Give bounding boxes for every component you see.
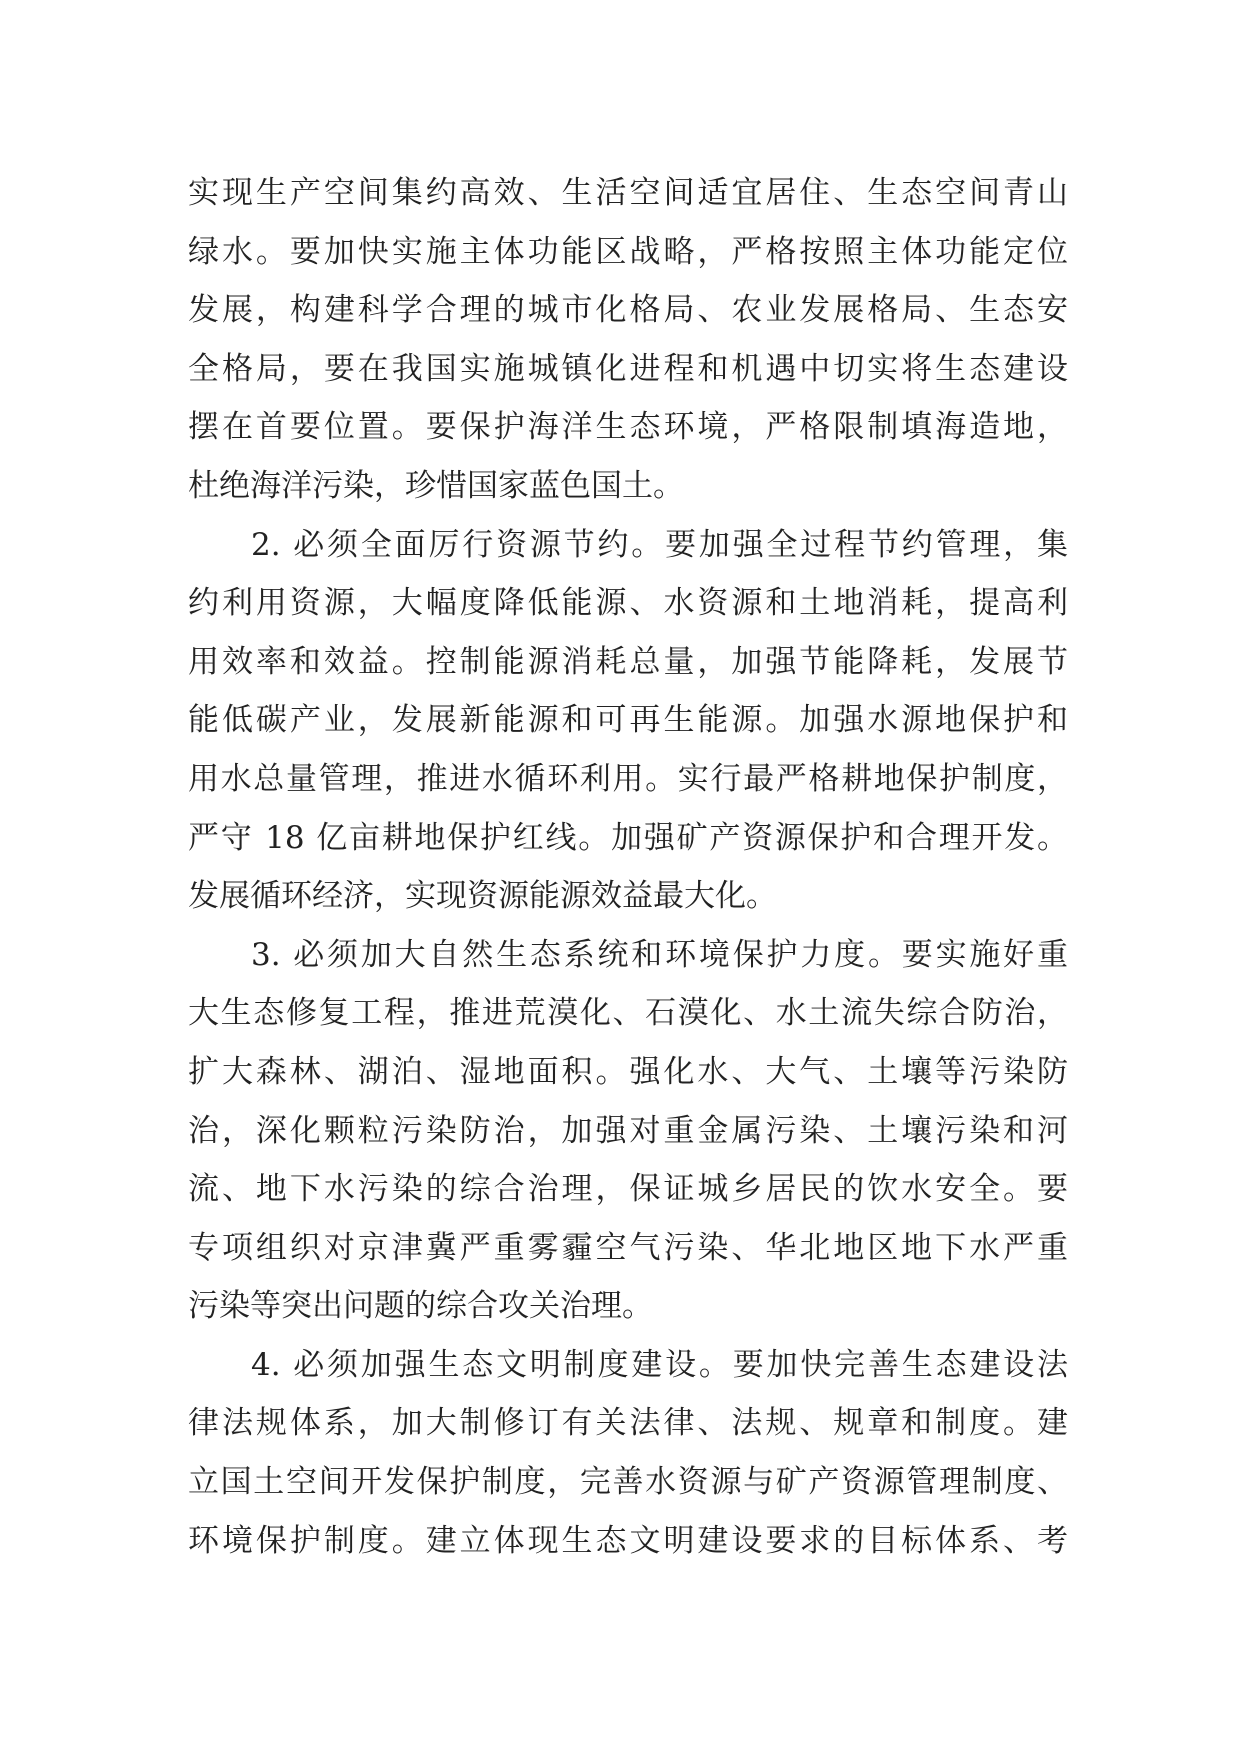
- paragraph-line: 绿水。要加快实施主体功能区战略，严格按照主体功能定位: [188, 233, 1068, 270]
- paragraph-line: 立国土空间开发保护制度，完善水资源与矿产资源管理制度、: [188, 1464, 1068, 1501]
- paragraph-line: 发展，构建科学合理的城市化格局、农业发展格局、生态安: [188, 292, 1068, 329]
- paragraph-line: 2. 必须全面厉行资源节约。要加强全过程节约管理，集: [251, 526, 1068, 563]
- paragraph-line: 大生态修复工程，推进荒漠化、石漠化、水土流失综合防治，: [188, 995, 1068, 1032]
- paragraph-line: 律法规体系，加大制修订有关法律、法规、规章和制度。建: [188, 1405, 1068, 1442]
- paragraph-line: 约利用资源，大幅度降低能源、水资源和土地消耗，提高利: [188, 585, 1068, 622]
- paragraph-line: 治，深化颗粒污染防治，加强对重金属污染、土壤污染和河: [188, 1112, 1068, 1149]
- paragraph-line: 用效率和效益。控制能源消耗总量，加强节能降耗，发展节: [188, 643, 1068, 680]
- paragraph-line: 流、地下水污染的综合治理，保证城乡居民的饮水安全。要: [188, 1171, 1068, 1208]
- paragraph-line: 环境保护制度。建立体现生态文明建设要求的目标体系、考: [188, 1522, 1068, 1559]
- paragraph-line: 摆在首要位置。要保护海洋生态环境，严格限制填海造地，: [188, 409, 1068, 446]
- paragraph-line: 专项组织对京津冀严重雾霾空气污染、华北地区地下水严重: [188, 1229, 1068, 1266]
- paragraph-line: 杜绝海洋污染，珍惜国家蓝色国土。: [188, 467, 684, 504]
- paragraph-line: 实现生产空间集约高效、生活空间适宜居住、生态空间青山: [188, 175, 1068, 211]
- paragraph-line: 能低碳产业，发展新能源和可再生能源。加强水源地保护和: [188, 702, 1068, 739]
- paragraph-line: 3. 必须加大自然生态系统和环境保护力度。要实施好重: [251, 936, 1068, 973]
- paragraph-line: 全格局，要在我国实施城镇化进程和机遇中切实将生态建设: [188, 350, 1068, 387]
- paragraph-line: 污染等突出问题的综合攻关治理。: [188, 1288, 653, 1325]
- paragraph-line: 4. 必须加强生态文明制度建设。要加快完善生态建设法: [251, 1346, 1068, 1383]
- paragraph-line: 发展循环经济，实现资源能源效益最大化。: [188, 878, 777, 915]
- paragraph-line: 严守 18 亿亩耕地保护红线。加强矿产资源保护和合理开发。: [188, 819, 1068, 856]
- document-body: [188, 164, 1068, 1570]
- paragraph-line: 用水总量管理，推进水循环利用。实行最严格耕地保护制度，: [188, 760, 1068, 797]
- paragraph-line: 扩大森林、湖泊、湿地面积。强化水、大气、土壤等污染防: [188, 1053, 1068, 1090]
